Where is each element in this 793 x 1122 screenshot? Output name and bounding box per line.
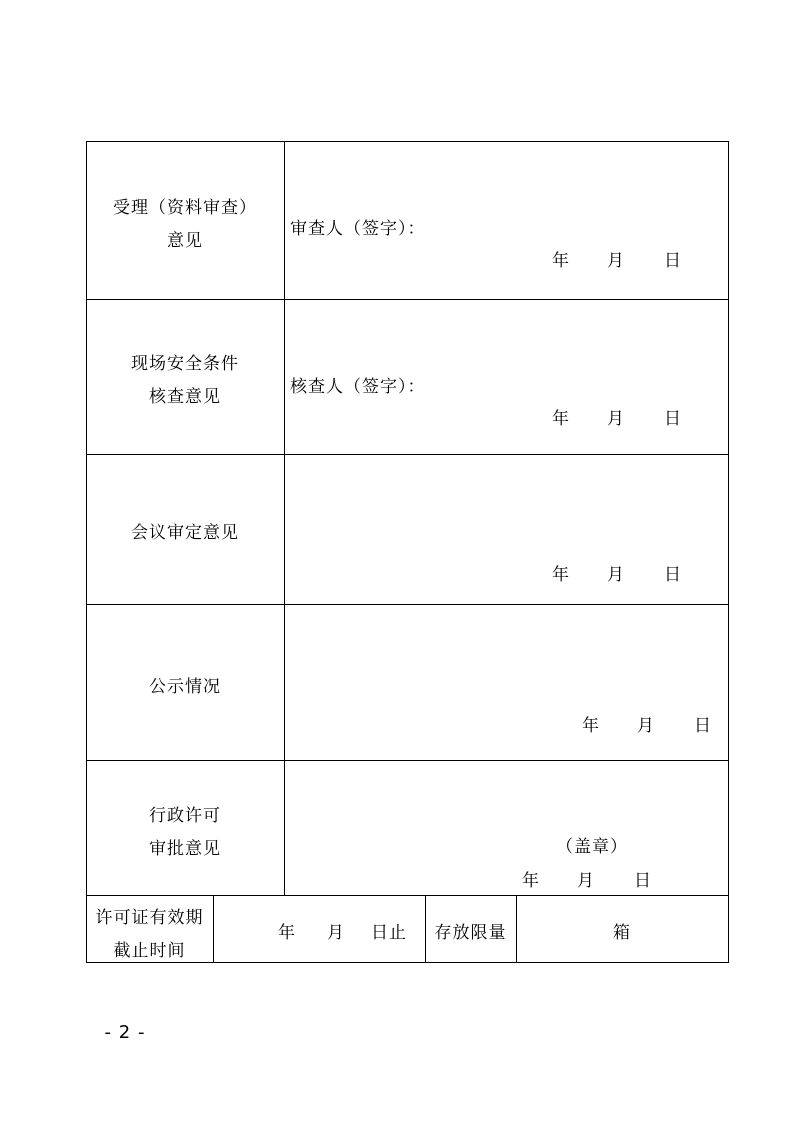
page-number: - 2 - [104,1022,146,1043]
date-day: 日 [664,565,682,585]
date-year: 年 [552,251,570,271]
row-divider [86,895,729,896]
row-divider [86,299,729,300]
row-label: 会议审定意见 [131,523,239,543]
date-day: 日 [664,251,682,271]
row-label: 行政许可 [149,806,221,826]
date-day: 日 [634,871,652,891]
validity-year: 年 [278,923,296,943]
reviewer-signature-label: 审查人（签字）： [290,219,426,239]
row-label: 核查意见 [149,387,221,407]
validity-label: 截止时间 [113,941,186,961]
seal-label: （盖章） [556,837,628,857]
validity-label: 许可证有效期 [95,908,204,928]
storage-limit-label: 存放限量 [434,923,507,943]
row-divider [86,604,729,605]
date-month: 月 [577,871,595,891]
storage-unit: 箱 [613,923,631,943]
date-year: 年 [522,871,540,891]
validity-month: 月 [327,923,345,943]
date-month: 月 [607,409,625,429]
row-label: 意见 [167,231,203,251]
approval-form-table [86,141,729,963]
validity-day: 日止 [371,923,407,943]
row-label: 公示情况 [149,677,221,697]
table-border-top [86,141,729,142]
date-year: 年 [552,409,570,429]
date-day: 日 [664,409,682,429]
date-day: 日 [694,716,712,736]
row-label: 受理（资料审查） [113,198,257,218]
date-year: 年 [582,716,600,736]
date-month: 月 [607,251,625,271]
inspector-signature-label: 核查人（签字）： [290,377,426,397]
row-divider [86,454,729,455]
table-border-bottom [86,962,729,963]
date-month: 月 [607,565,625,585]
date-year: 年 [552,565,570,585]
row-divider [86,760,729,761]
column-divider [213,895,214,963]
table-border-right [728,141,729,963]
date-month: 月 [637,716,655,736]
column-divider [284,141,285,896]
row-label: 现场安全条件 [131,354,239,374]
row-label: 审批意见 [149,839,221,859]
